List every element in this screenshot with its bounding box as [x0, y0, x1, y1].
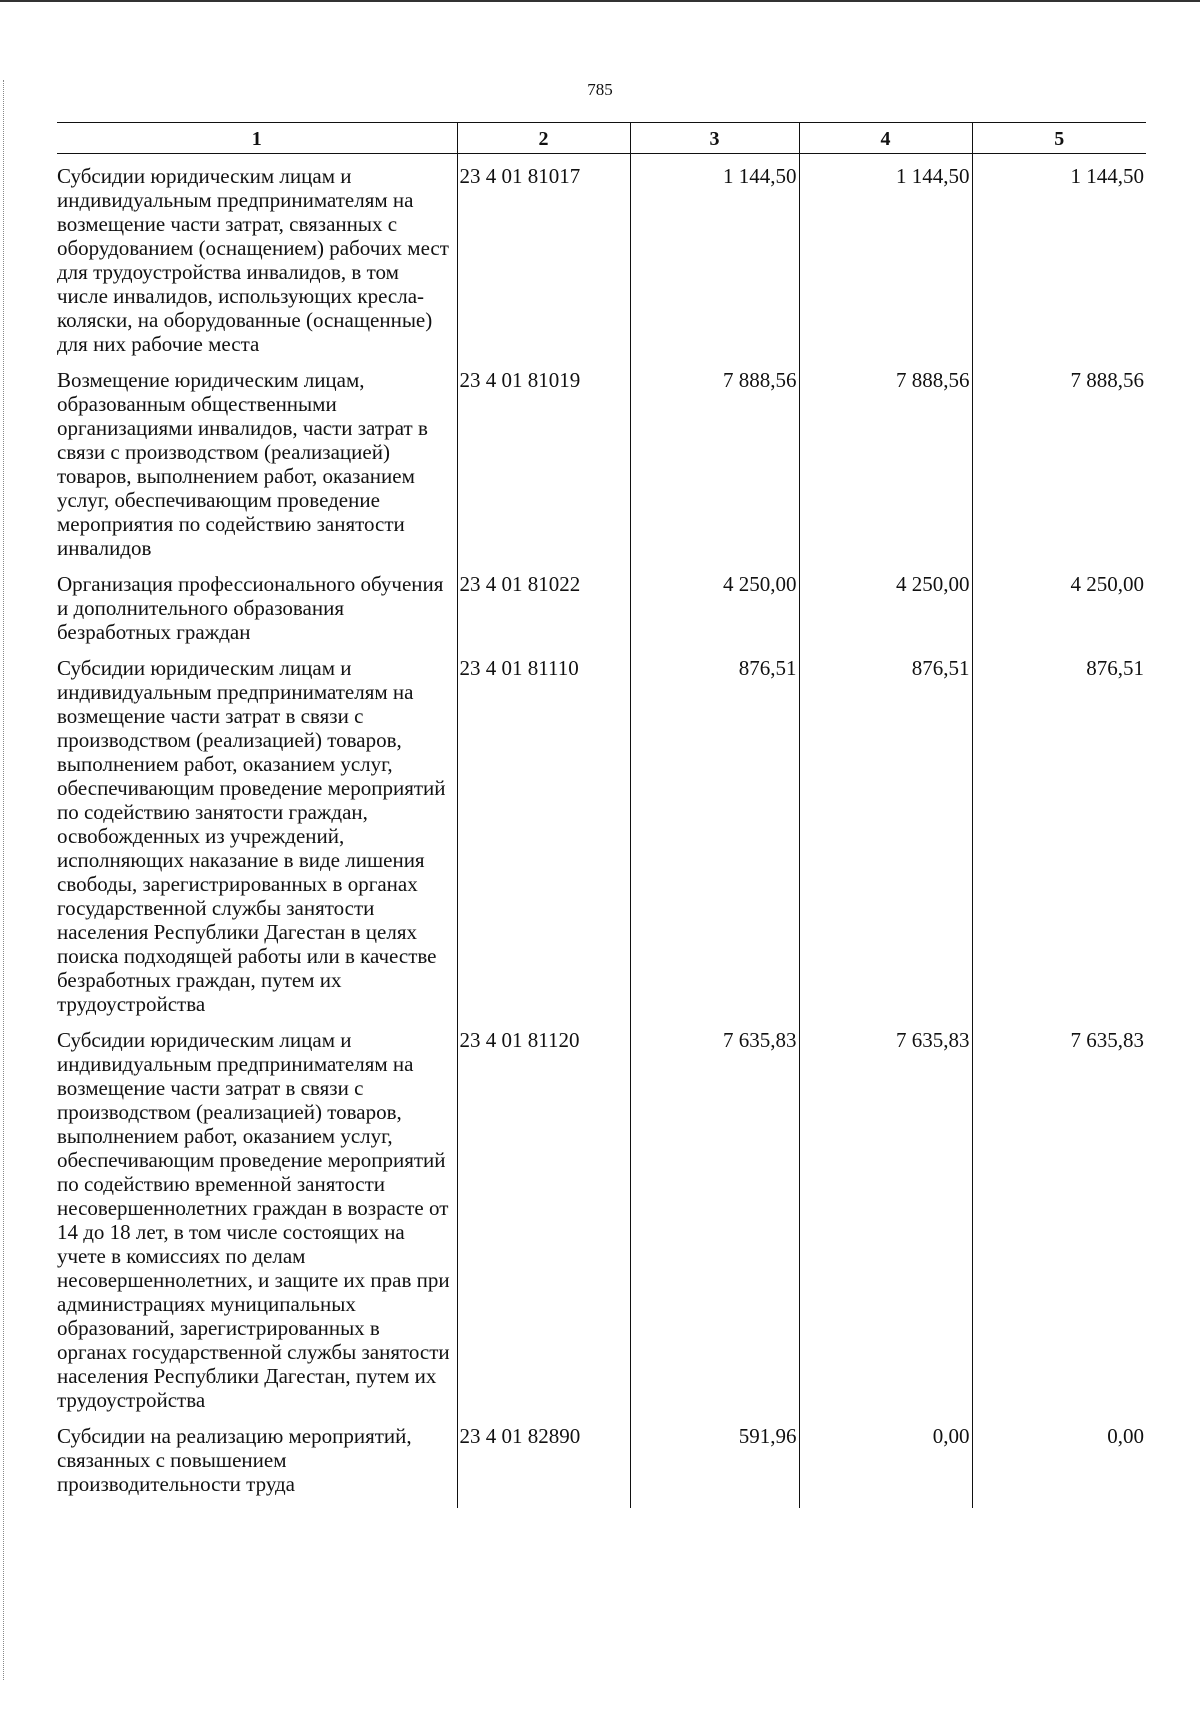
table-body [57, 154, 1146, 1509]
row-col3: 4 250,00 [630, 572, 799, 656]
row-col5: 1 144,50 [972, 154, 1146, 369]
row-code: 23 4 01 81019 [457, 368, 630, 572]
page-number: 785 [587, 80, 613, 99]
row-col4: 7 888,56 [799, 368, 972, 572]
row-code: 23 4 01 82890 [457, 1424, 630, 1508]
header-col-4: 4 [799, 123, 972, 154]
budget-table [57, 122, 1146, 1508]
scan-edge-top [0, 0, 1200, 2]
table-row [57, 1424, 1146, 1508]
header-col-3: 3 [630, 123, 799, 154]
table-row [57, 368, 1146, 572]
row-col3: 591,96 [630, 1424, 799, 1508]
row-code: 23 4 01 81022 [457, 572, 630, 656]
row-code: 23 4 01 81110 [457, 656, 630, 1028]
row-col5: 0,00 [972, 1424, 1146, 1508]
row-col5: 876,51 [972, 656, 1146, 1028]
header-col-5: 5 [972, 123, 1146, 154]
row-col4: 7 635,83 [799, 1028, 972, 1424]
row-col3: 7 888,56 [630, 368, 799, 572]
row-name: Субсидии юридическим лицам и индивидуальным предпринимателям на возмещение части затрат, связанных с оборудованием (оснащением) рабочих мест для трудоустройства инвалидов, в том числе инвалидов, использующих кресла-коляски, на оборудованные (оснащенные) для них рабочие места [57, 164, 449, 356]
table-row [57, 572, 1146, 656]
row-name: Субсидии юридическим лицам и индивидуальным предпринимателям на возмещение части затрат в связи с производством (реализацией) товаров, выполнением работ, оказанием услуг, обеспечивающим проведение мероприятий по содействию временной занятости несовершеннолетних граждан в возрасте от 14 до 18 лет, в том числе состоящих на учете в комиссиях по делам несовершеннолетних, и защите их прав при администрациях муниципальных образований, зарегистрированных в органах государственной службы занятости населения Республики Дагестан, путем их трудоустройства [57, 1028, 450, 1412]
table-row [57, 1028, 1146, 1424]
row-col4: 0,00 [799, 1424, 972, 1508]
row-col4: 1 144,50 [799, 154, 972, 369]
row-col3: 1 144,50 [630, 154, 799, 369]
row-code: 23 4 01 81120 [457, 1028, 630, 1424]
table-row [57, 154, 1146, 369]
row-name: Субсидии на реализацию мероприятий, связанных с повышением производительности труда [57, 1424, 412, 1496]
row-col4: 4 250,00 [799, 572, 972, 656]
table-row [57, 656, 1146, 1028]
scan-edge-left [3, 80, 5, 1680]
header-col-2: 2 [457, 123, 630, 154]
header-col-1: 1 [57, 123, 457, 154]
row-col5: 7 635,83 [972, 1028, 1146, 1424]
row-name: Организация профессионального обучения и дополнительного образования безработных граждан [57, 572, 444, 644]
row-name: Возмещение юридическим лицам, образованным общественными организациями инвалидов, части затрат в связи с производством (реализацией) товаров, выполнением работ, оказанием услуг, обеспечивающим проведение мероприятия по содействию занятости инвалидов [57, 368, 428, 560]
row-col5: 4 250,00 [972, 572, 1146, 656]
header-row [57, 123, 1146, 154]
row-col3: 876,51 [630, 656, 799, 1028]
row-name: Субсидии юридическим лицам и индивидуальным предпринимателям на возмещение части затрат в связи с производством (реализацией) товаров, выполнением работ, оказанием услуг, обеспечивающим проведение мероприятий по содействию занятости граждан, освобожденных из учреждений, исполняющих наказание в виде лишения свободы, зарегистрированных в органах государственной службы занятости населения Республики Дагестан в целях поиска подходящей работы или в качестве безработных граждан, путем их трудоустройства [57, 656, 446, 1016]
row-code: 23 4 01 81017 [457, 154, 630, 369]
row-col4: 876,51 [799, 656, 972, 1028]
row-col3: 7 635,83 [630, 1028, 799, 1424]
row-col5: 7 888,56 [972, 368, 1146, 572]
table-header [57, 123, 1146, 154]
